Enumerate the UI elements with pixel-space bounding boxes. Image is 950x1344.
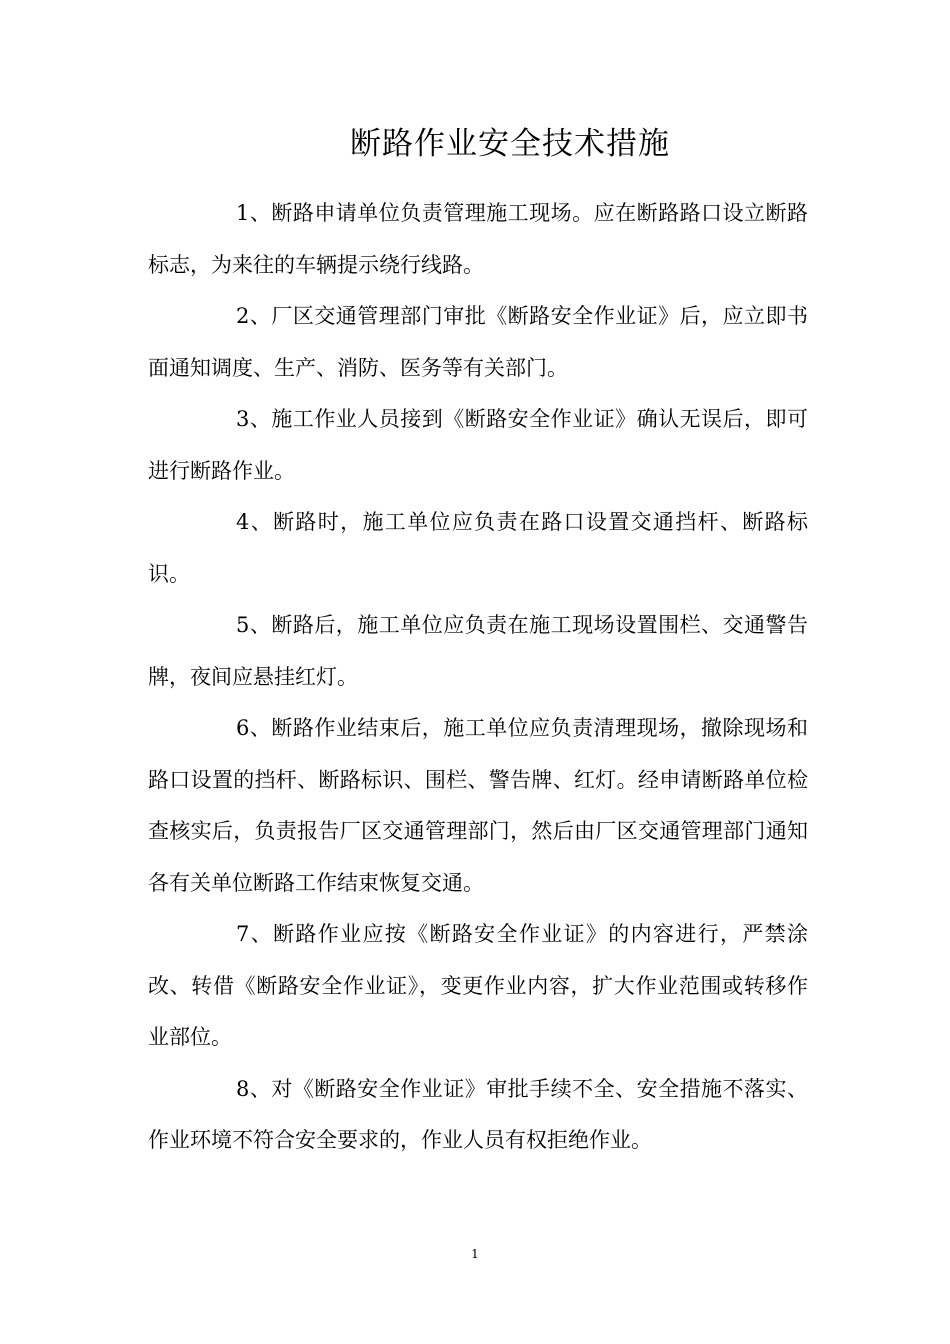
paragraph-4	[148, 497, 808, 600]
paragraph-5	[148, 600, 808, 703]
paragraph-number: 2	[236, 304, 250, 328]
page-number: 1	[471, 1247, 479, 1261]
paragraph-number: 8	[236, 1076, 250, 1101]
paragraph-text: 、对《断路安全作业证》审批手续不全、安全措施不落实、作业环境不符合安全要求的，作业人员有权拒绝作业。	[148, 1076, 808, 1152]
paragraph-8	[148, 1064, 808, 1167]
paragraph-text: 、断路作业结束后，施工单位应负责清理现场，撤除现场和路口设置的挡杆、断路标识、围栏、警告牌、红灯。经申请断路单位检查核实后，负责报告厂区交通管理部门，然后由厂区交通管理部门通知各有关单位断路工作结束恢复交通。	[148, 716, 808, 895]
document-body	[148, 188, 808, 1167]
paragraph-number: 3	[236, 407, 250, 431]
paragraph-text: 、断路申请单位负责管理施工现场。应在断路路口设立断路标志，为来往的车辆提示绕行线路。	[148, 201, 808, 277]
paragraph-6	[148, 703, 808, 909]
paragraph-text: 、断路时，施工单位应负责在路口设置交通挡杆、断路标识。	[148, 510, 808, 586]
document-title: 断路作业安全技术措施	[350, 126, 670, 162]
paragraph-number: 5	[236, 613, 250, 637]
paragraph-number: 1	[236, 201, 250, 225]
paragraph-2	[148, 291, 808, 394]
paragraph-number: 6	[236, 716, 250, 740]
paragraph-1	[148, 188, 808, 291]
paragraph-3	[148, 394, 808, 497]
paragraph-text: 、断路后，施工单位应负责在施工现场设置围栏、交通警告牌，夜间应悬挂红灯。	[148, 613, 808, 689]
paragraph-text: 、施工作业人员接到《断路安全作业证》确认无误后，即可进行断路作业。	[148, 407, 808, 483]
paragraph-7	[148, 909, 808, 1064]
paragraph-number: 7	[236, 922, 250, 946]
paragraph-number: 4	[236, 510, 250, 534]
paragraph-text: 、厂区交通管理部门审批《断路安全作业证》后，应立即书面通知调度、生产、消防、医务等有关部门。	[148, 304, 808, 380]
paragraph-text: 、断路作业应按《断路安全作业证》的内容进行，严禁涂改、转借《断路安全作业证》，变更作业内容，扩大作业范围或转移作业部位。	[148, 922, 808, 1049]
